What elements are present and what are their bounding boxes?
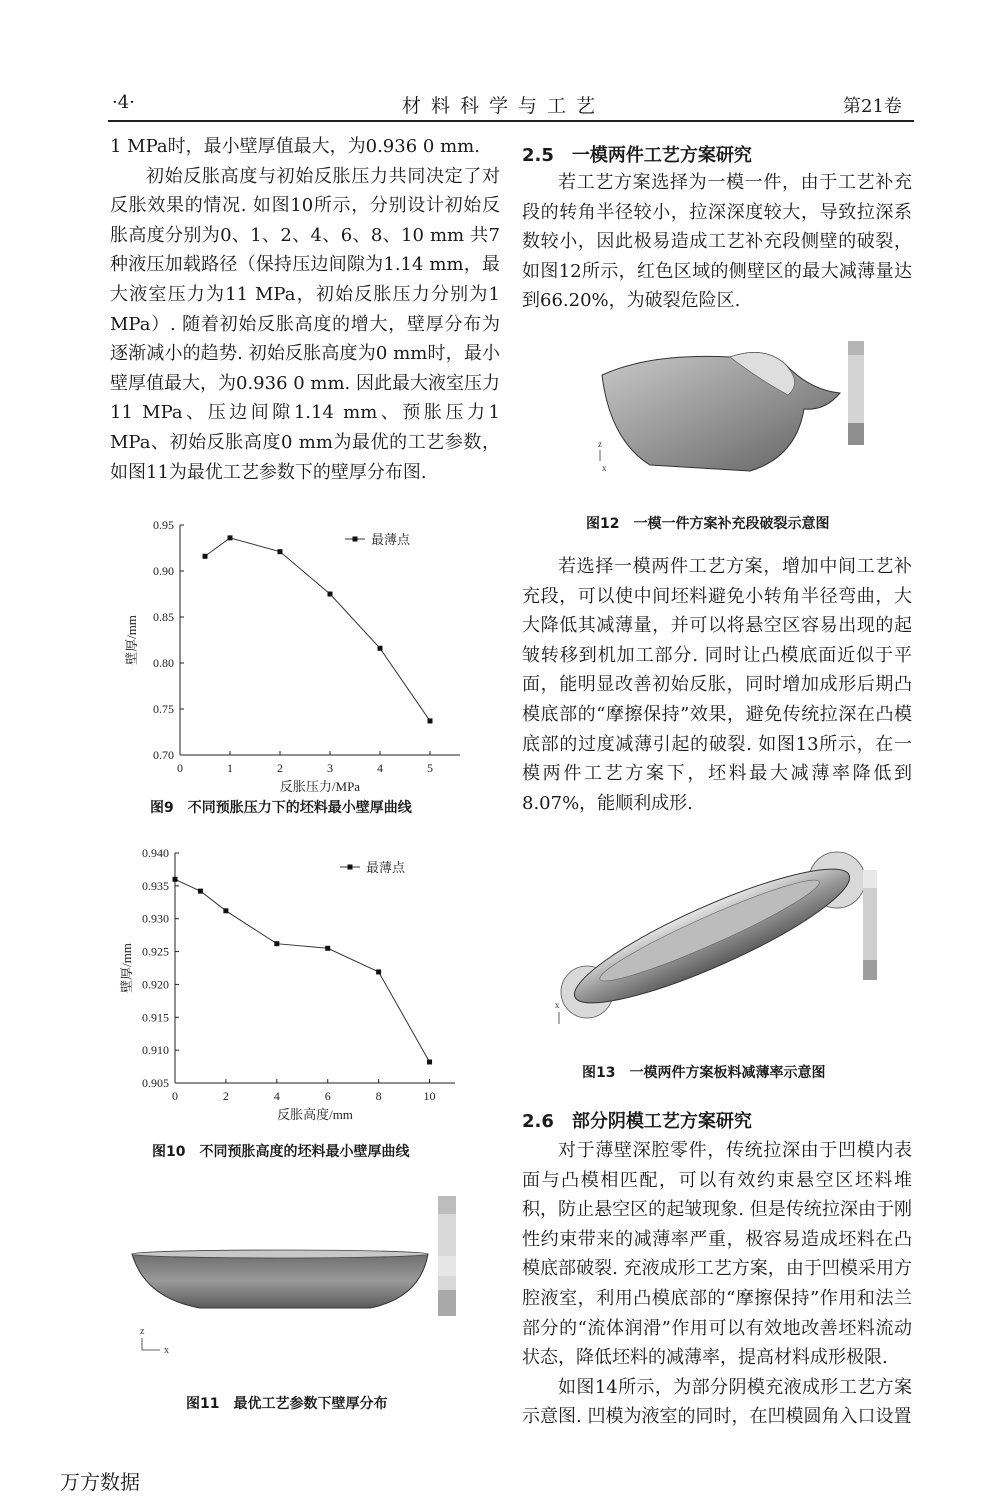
y-tick-label: 0.940 [142,846,169,860]
series-line [205,538,430,721]
legend-label: 最薄点 [371,532,411,547]
figure-caption: 图13 一模两件方案板料减薄率示意图 [582,1065,826,1081]
x-tick-label: 0 [172,1089,178,1103]
data-point [328,592,333,597]
y-axis-label: 壁厚/mm [119,943,134,993]
y-tick-label: 0.80 [153,656,174,670]
section-title: 2.5 一模两件工艺方案研究 [522,145,752,166]
paragraph: 如图14所示，为部分阴模充液成形工艺方案示意图. 凹模为液室的同时，在凹模圆角入口设置 [522,1376,912,1428]
volume-label: 第21卷 [843,96,902,117]
data-point [376,969,381,974]
section-title: 2.6 部分阴模工艺方案研究 [522,1111,752,1132]
footer-watermark: 万方数据 [60,1470,140,1494]
y-tick-label: 0.95 [153,518,174,532]
legend-marker [348,865,353,870]
data-point [198,889,203,894]
left-text-block [110,132,500,487]
axis-glyph-x: x [164,1345,169,1356]
y-tick-label: 0.905 [142,1076,169,1090]
series-line [175,879,430,1062]
page-number: ·4· [112,92,135,113]
x-tick-label: 4 [377,761,383,775]
data-point [378,646,383,651]
x-tick-label: 10 [423,1089,436,1103]
figure-caption: 图9 不同预胀压力下的坯料最小壁厚曲线 [150,800,412,816]
axis-glyph-z: z [598,439,602,449]
y-tick-label: 0.85 [153,610,174,624]
paragraph: 若选择一模两件工艺方案，增加中间工艺补充段，可以使中间坯料避免小转角半径弯曲，大大降低其减薄量，并可以将悬空区容易出现的起皱转移到机加工部分. 同时让凸模底面近似于平面，能明显改善初始反胀，同时增加成形后期凸模底部的“摩擦保持”效果，避免传统拉深在凸模底部的过度减薄引起的破裂. 如图13所示，在一模两件工艺方案下，坯料最大减薄率降低到8.07%，能顺利成形. [522,556,912,814]
y-axis-label: 壁厚/mm [124,615,139,665]
paragraph: 若工艺方案选择为一模一件，由于工艺补充段的转角半径较小，拉深深度较大，导致拉深系数较小，因此极易造成工艺补充段侧壁的破裂，如图12所示，红色区域的侧壁区的最大减薄量达到66.20%，为破裂危险区. [522,172,912,312]
y-tick-label: 0.70 [153,748,174,762]
data-point [278,549,283,554]
right-text-block-3 [522,1136,912,1432]
data-point [223,908,228,913]
data-point [203,554,208,559]
thickness-distribution-image [120,1190,480,1360]
y-tick-label: 0.925 [142,944,169,959]
chart-fig9 [110,505,470,794]
figure-caption: 图12 一模一件方案补充段破裂示意图 [586,516,830,532]
x-tick-label: 2 [222,1089,229,1103]
data-point [173,877,178,882]
x-tick-label: 3 [327,761,333,775]
y-tick-label: 0.920 [142,977,169,992]
x-tick-label: 8 [375,1089,382,1103]
axis-glyph-z: z [140,1326,145,1337]
journal-title: 材料科学与工艺 [402,95,606,117]
axis-glyph-x: x [555,1000,560,1010]
x-tick-label: 0 [177,761,183,775]
y-tick-label: 0.910 [142,1043,169,1058]
chart-fig10 [105,838,465,1123]
right-text-block-2 [522,552,912,818]
legend-label: 最薄点 [366,860,406,875]
x-axis-label: 反胀压力/MPa [279,779,361,794]
data-point [274,941,279,946]
y-tick-label: 0.930 [142,911,169,926]
axis-glyph-x: x [602,463,607,473]
x-tick-label: 5 [427,761,433,775]
paragraph: 初始反胀高度与初始反胀压力共同决定了对反胀效果的情况. 如图10所示，分别设计初始反胀高度分别为0、1、2、4、6、8、10 mm 共7种液压加载路径（保持压边间隙为1.14 mm，最大液室压力为11 MPa，初始反胀压力分别为1 MPa）. 随着初始反胀高度的增大，壁厚分布为逐渐减小的趋势. 初始反胀高度为0 mm时，最小壁厚值最大，为0.936 0 mm. 因此最大液室压力11 MPa、压边间隙1.14 mm、预胀压力1 MPa、初始反胀高度0 mm为最优的工艺参数，如图11为最优工艺参数下的壁厚分布图. [110,165,501,483]
x-tick-label: 2 [277,761,283,775]
x-tick-label: 1 [227,761,233,775]
data-point [428,718,433,723]
data-point [325,946,330,951]
figure-caption: 图10 不同预胀高度的坯料最小壁厚曲线 [152,1144,410,1160]
x-tick-label: 6 [324,1089,331,1103]
header-rule [108,120,914,122]
y-tick-label: 0.75 [153,702,174,716]
data-point [228,535,233,540]
right-text-block-1 [522,168,912,316]
y-tick-label: 0.90 [153,564,174,578]
paragraph: 对于薄壁深腔零件，传统拉深由于凹模内表面与凸模相匹配，可以有效约束悬空区坯料堆积，防止悬空区的起皱现象. 但是传统拉深由于刚性约束带来的减薄率严重，极容易造成坯料在凸模底部破裂. 充液成形工艺方案，由于凹模采用方腔液室，利用凸模底部的“摩擦保持”作用和法兰部分的“流体润滑”作用可以有效地改善坯料流动状态，降低坯料的减薄率，提高材料成形极限. [522,1140,912,1369]
thinning-rate-image [545,840,895,1040]
figure-caption: 图11 最优工艺参数下壁厚分布 [186,1396,388,1412]
x-tick-label: 4 [273,1089,280,1103]
paragraph: 1 MPa时，最小壁厚值最大，为0.936 0 mm. [110,136,480,157]
legend-marker [353,537,358,542]
fracture-image [590,335,890,485]
y-tick-label: 0.915 [142,1010,169,1025]
y-tick-label: 0.935 [142,878,169,893]
x-axis-label: 反胀高度/mm [277,1107,353,1122]
data-point [427,1059,432,1064]
